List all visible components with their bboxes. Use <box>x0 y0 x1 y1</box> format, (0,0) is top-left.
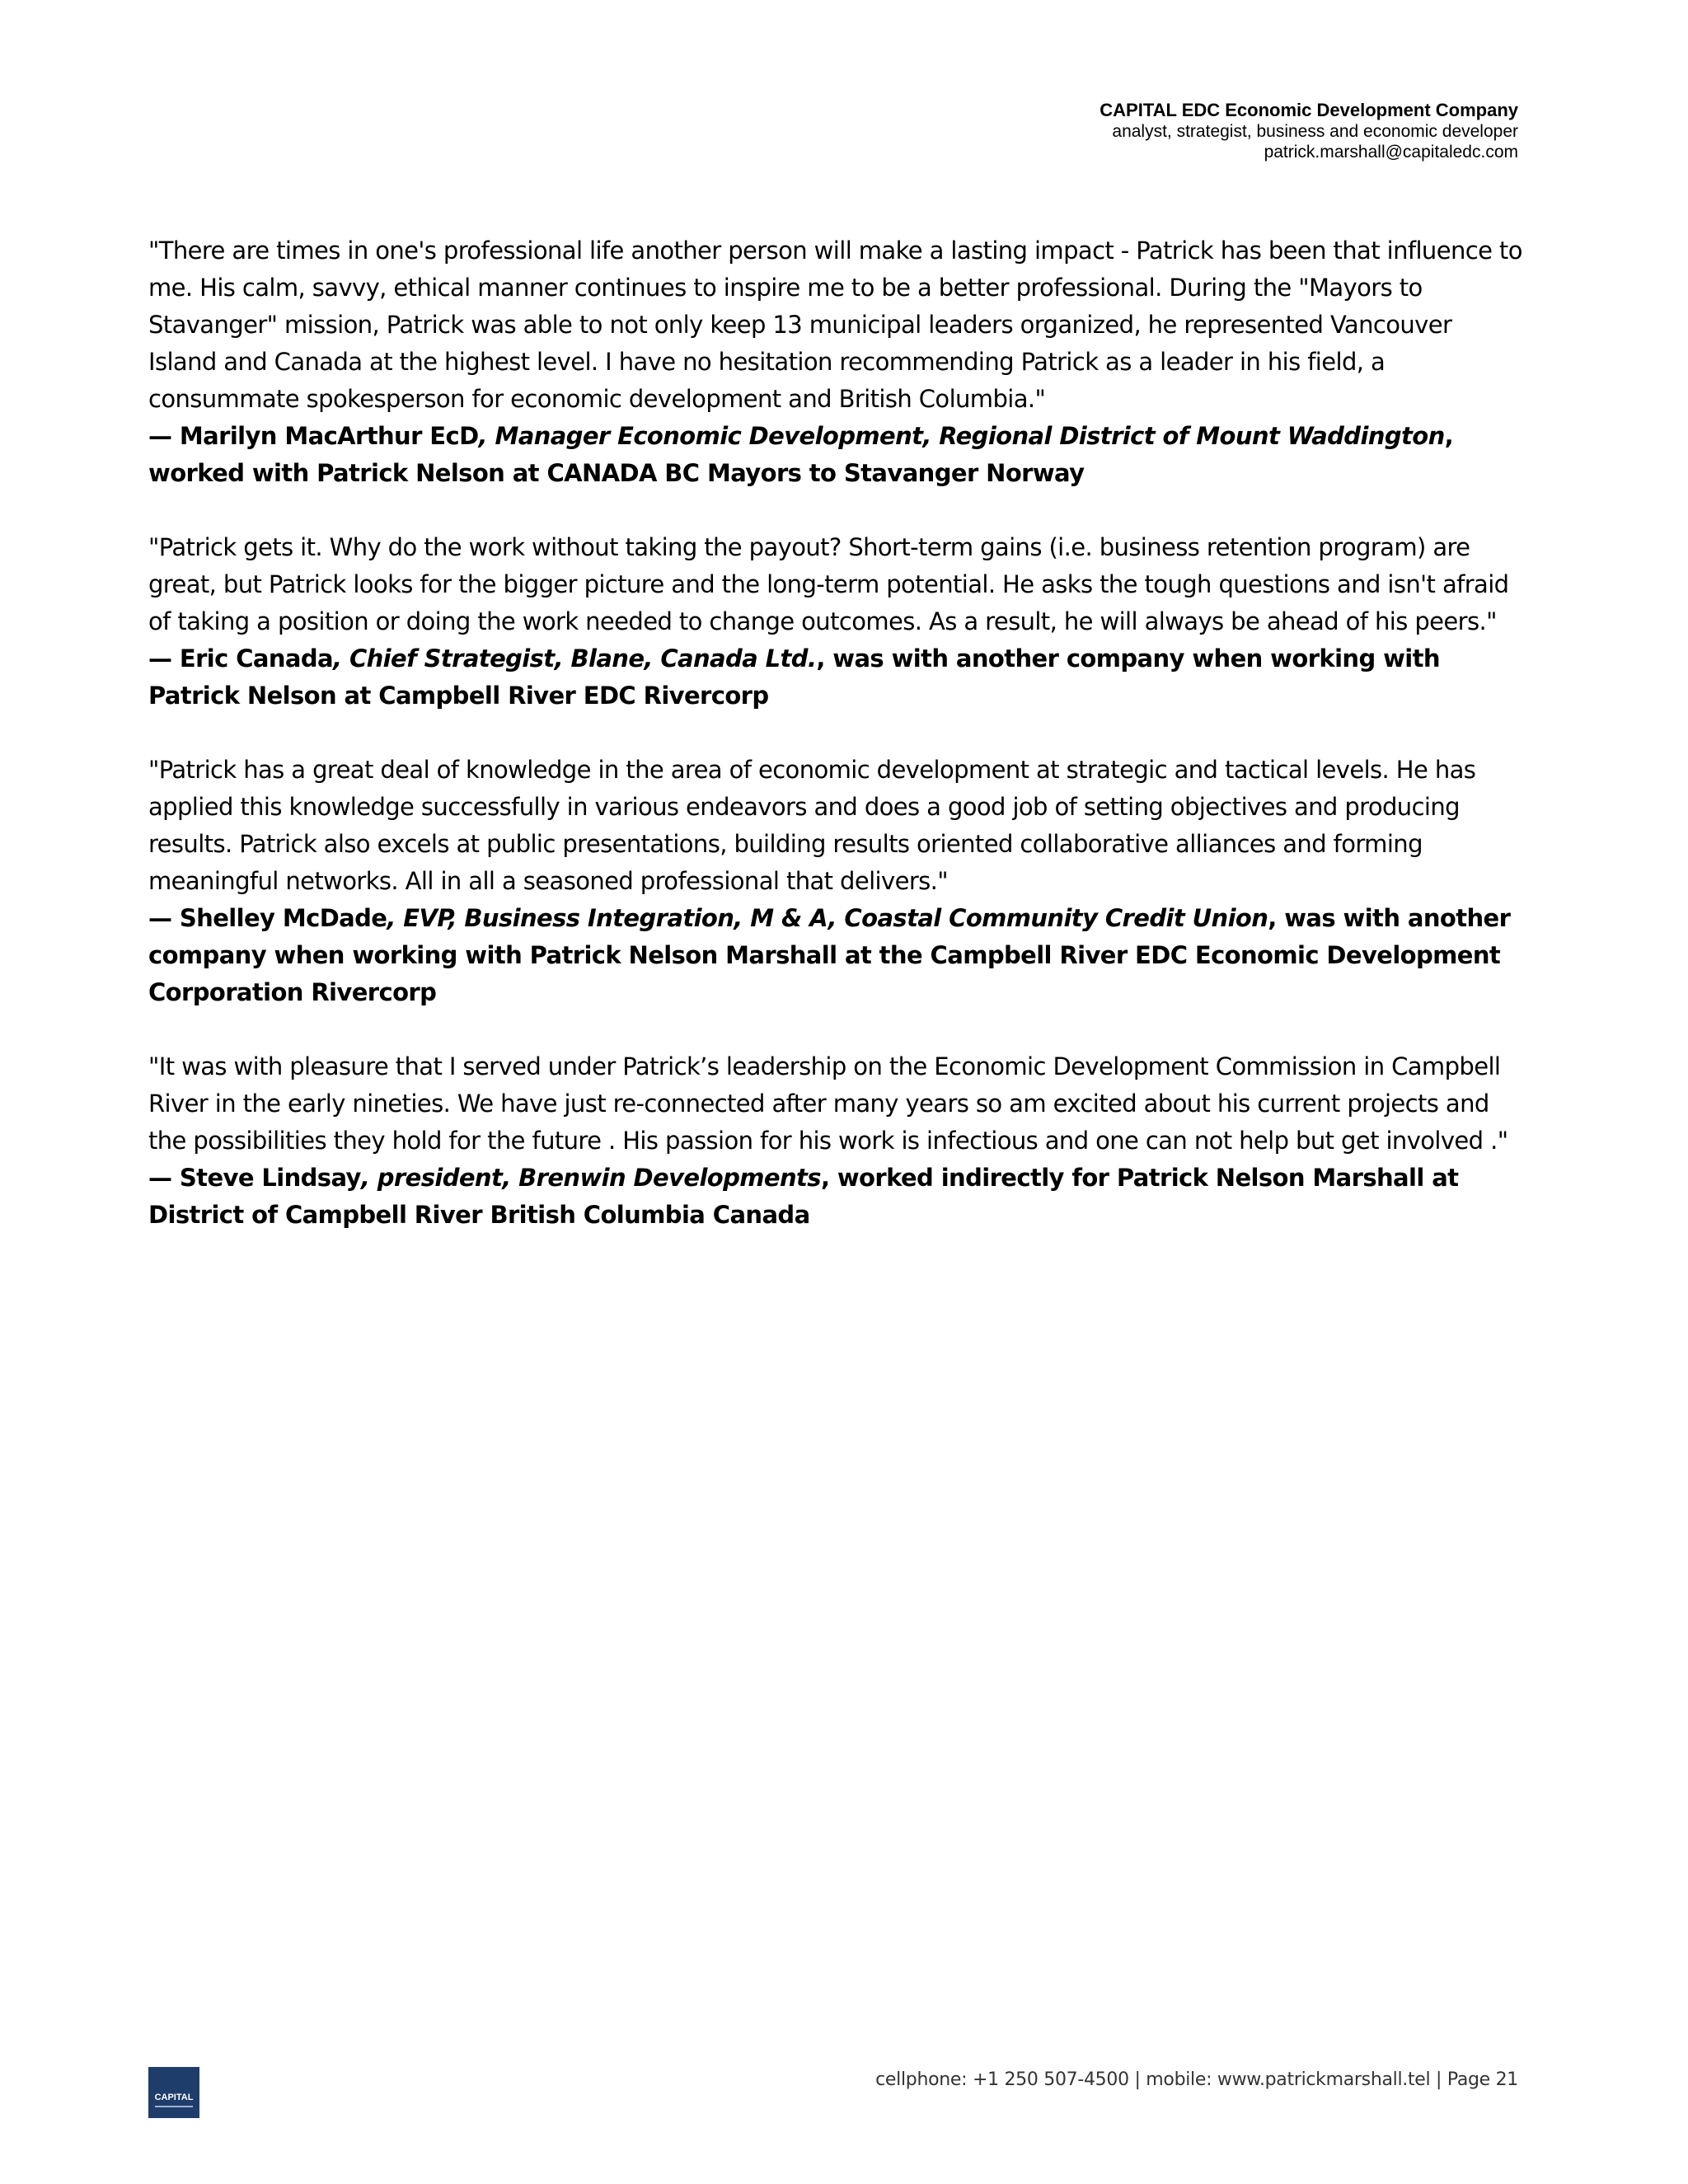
logo-underline <box>155 2106 193 2107</box>
testimonial-context: , was with another company when working with Patrick Nelson Marshall at the Campbell River EDC Economic Development Corporation Rivercorp <box>148 904 1511 1006</box>
capital-logo <box>148 2067 199 2118</box>
company-tagline: analyst, strategist, business and economic developer <box>1112 122 1518 141</box>
testimonial-4 <box>148 1048 1526 1234</box>
testimonial-context: , worked with Patrick Nelson at CANADA BC Mayors to Stavanger Norway <box>148 422 1454 487</box>
logo-text: CAPITAL <box>154 2093 194 2102</box>
testimonial-2 <box>148 529 1526 715</box>
testimonial-quote: "There are times in one's professional life another person will make a lasting impact - Patrick has been that influence to me. His calm, savvy, ethical manner continues to inspire me to be a better professional. During the "Mayors to Stavanger" mission, Patrick was able to not only keep 13 municipal leaders organized, he represented Vancouver Island and Canada at the highest level. I have no hesitation recommending Patrick as a leader in his field, a consummate spokesperson for economic development and British Columbia." <box>148 237 1522 413</box>
testimonial-author: — Shelley McDade <box>148 904 387 932</box>
page-header <box>1100 99 1518 162</box>
testimonial-attribution <box>148 640 1526 715</box>
testimonial-attribution <box>148 900 1526 1011</box>
testimonial-role: , president, Brenwin Developments <box>360 1164 821 1192</box>
testimonial-context: , was with another company when working with Patrick Nelson at Campbell River EDC Rivercorp <box>148 644 1440 710</box>
testimonial-author: — Eric Canada <box>148 644 334 673</box>
testimonial-quote: "Patrick has a great deal of knowledge in the area of economic development at strategic and tactical levels. He has applied this knowledge successfully in various endeavors and does a good job of setting objectives and producing results. Patrick also excels at public presentations, building results oriented collaborative alliances and forming meaningful networks. All in all a seasoned professional that delivers." <box>148 756 1476 895</box>
testimonial-attribution <box>148 1160 1526 1234</box>
page-footer: cellphone: +1 250 507-4500 | mobile: www.patrickmarshall.tel | Page 21 <box>875 2069 1518 2090</box>
testimonial-quote: "Patrick gets it. Why do the work without taking the payout? Short-term gains (i.e. business retention program) are great, but Patrick looks for the bigger picture and the long-term potential. He asks the tough questions and isn't afraid of taking a position or doing the work needed to change outcomes. As a result, he will always be ahead of his peers." <box>148 533 1509 635</box>
testimonial-role: , Chief Strategist, Blane, Canada Ltd. <box>333 644 817 673</box>
testimonial-role: , EVP, Business Integration, M & A, Coastal Community Credit Union <box>387 904 1268 932</box>
testimonial-attribution <box>148 418 1526 492</box>
testimonial-3 <box>148 752 1526 1011</box>
testimonial-author: — Marilyn MacArthur EcD <box>148 422 479 450</box>
testimonial-quote: "It was with pleasure that I served under Patrick’s leadership on the Economic Development Commission in Campbell River in the early nineties. We have just re-connected after many years so am excited about his current projects and the possibilities they hold for the future . His passion for his work is infectious and one can not help but get involved ." <box>148 1052 1508 1155</box>
testimonial-1 <box>148 232 1526 492</box>
company-name: CAPITAL EDC Economic Development Company <box>1100 100 1518 120</box>
testimonials-list <box>148 232 1526 1271</box>
testimonial-author: — Steve Lindsay <box>148 1164 361 1192</box>
contact-email: patrick.marshall@capitaledc.com <box>1264 143 1518 162</box>
testimonial-context: , worked indirectly for Patrick Nelson Marshall at District of Campbell River British Columbia Canada <box>148 1164 1459 1229</box>
testimonial-role: , Manager Economic Development, Regional District of Mount Waddington <box>478 422 1445 450</box>
